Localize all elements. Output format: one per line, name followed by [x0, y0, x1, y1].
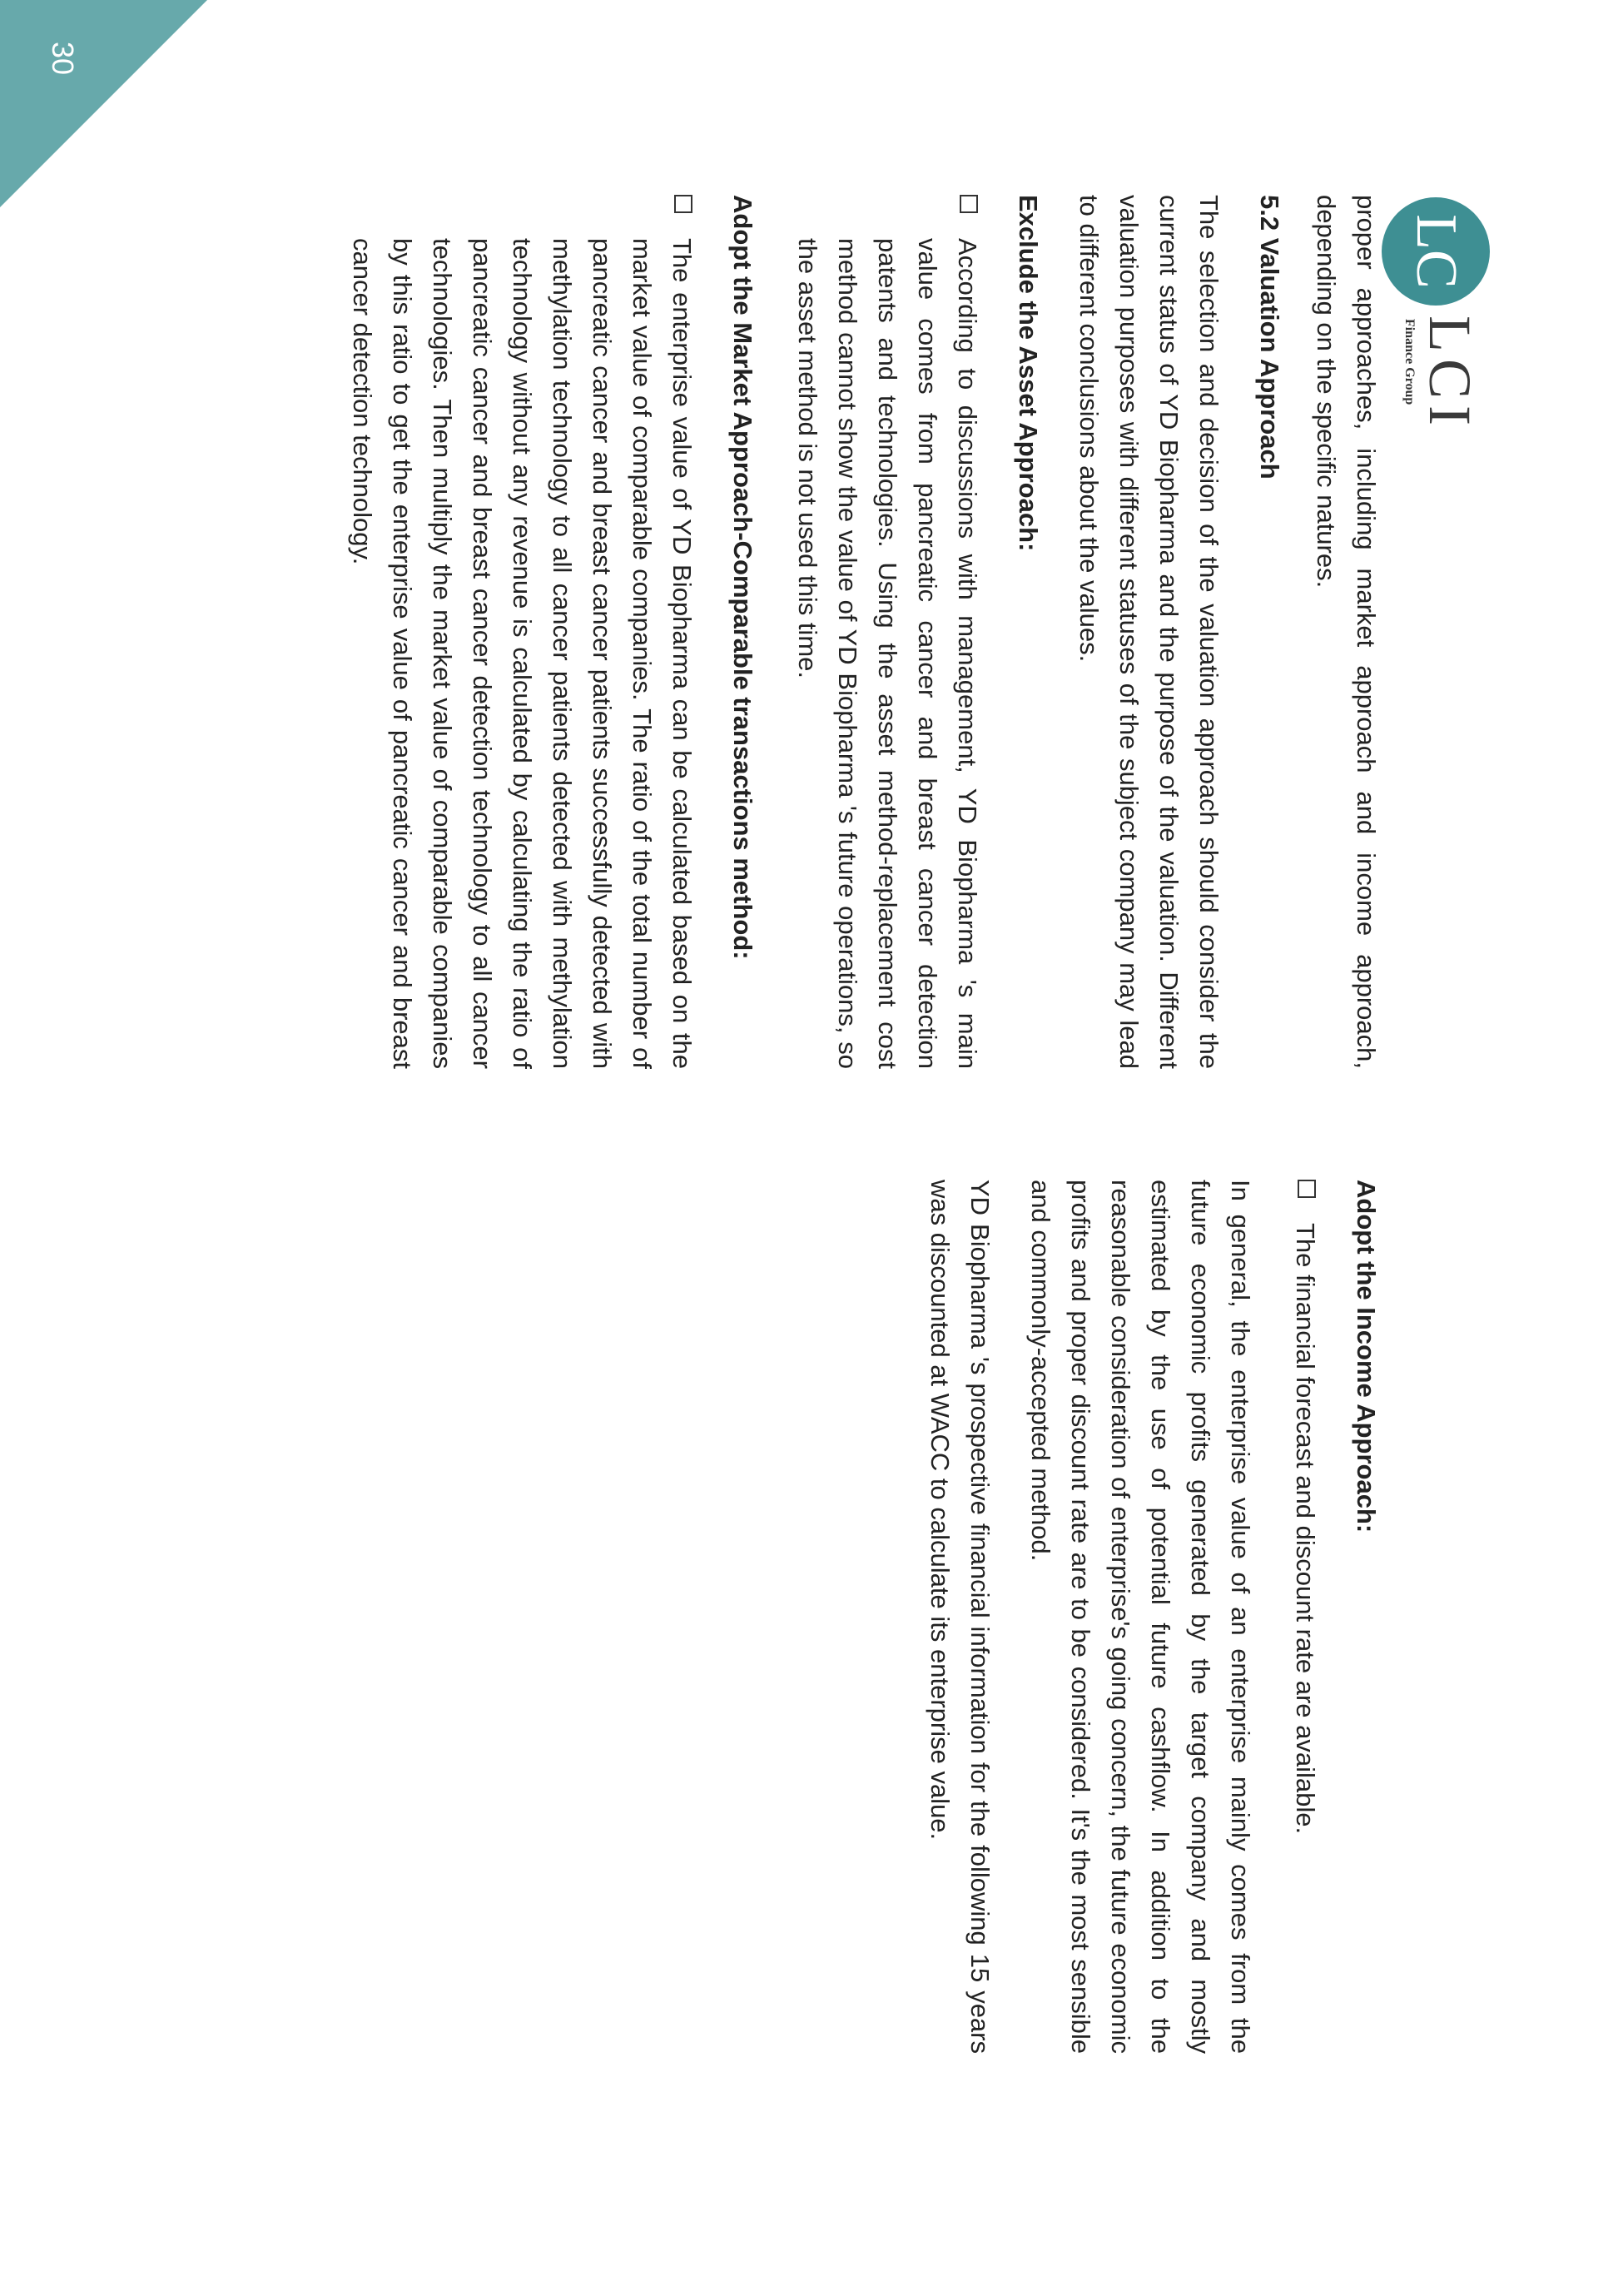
left-column: [317, 195, 1386, 1069]
page-corner-triangle: [0, 0, 207, 207]
page-number: 30: [46, 42, 80, 76]
right-column: [899, 1180, 1386, 2054]
income-approach-heading: Adopt the Income Approach:: [1352, 1180, 1381, 1533]
checkbox-bullet-icon: [960, 195, 978, 213]
income-approach-bullet: [1285, 1180, 1325, 2054]
section-paragraph: The selection and decision of the valuation approach should consider the current status of YD Biopharma and the purpose of the valuation. Different valuation purposes with different statuses of the subject company may lead to different conclusions about the values.: [1075, 195, 1223, 1069]
logo-subtitle: Finance Group: [1402, 319, 1417, 405]
market-approach-text: The enterprise value of YD Biopharma can be calculated based on the market value of comparable companies. The ratio of the total number of pancreatic cancer and breast cancer patients successfully detected with methylation technology to all cancer patients detected with methylation technology without any revenue is calculated by calculating the ratio of pancreatic cancer and breast cancer detection technology to all cancer technologies. Then multiply the market value of comparable companies by this ratio to get the enterprise value of pancreatic cancer and breast cancer detection technology.: [348, 238, 697, 1069]
logo-monogram-icon: [1382, 197, 1490, 306]
income-approach-text: The financial forecast and discount rate are available.: [1291, 1223, 1320, 1835]
income-paragraph-1: In general, the enterprise value of an enterprise mainly comes from the future economic profits generated by the target company and mostly estimated by the use of potential future cashflow. In addition to the reasonable consideration of enterprise's going concern, the future economic profits and proper discount rate are to be considered. It's the most sensible and commonly-accepted method.: [1026, 1180, 1255, 2054]
income-paragraph-2: YD Biopharma 's prospective financial information for the following 15 years was discounted at WACC to calculate its enterprise value.: [926, 1180, 995, 2054]
intro-paragraph: proper approaches, including market approach and income approach, depending on the specific natures.: [1312, 195, 1381, 1069]
market-approach-bullet: [342, 195, 702, 1069]
asset-approach-heading: Exclude the Asset Approach:: [1014, 195, 1043, 552]
asset-approach-bullet: [787, 195, 987, 1069]
market-approach-heading: Adopt the Market Approach-Comparable transactions method:: [728, 195, 757, 960]
asset-approach-text: According to discussions with management, YD Biopharma 's main value comes from pancreatic cancer and breast cancer detection patents and technologies. Using the asset method-replacement cost method cannot show the value of YD Biopharma 's future operations, so the asset method is not used this time.: [793, 238, 982, 1069]
logo-wordmark: LCI: [1417, 316, 1483, 432]
checkbox-bullet-icon: [1298, 1180, 1316, 1198]
checkbox-bullet-icon: [674, 195, 692, 213]
logo-monogram: LC: [1404, 214, 1468, 289]
section-heading: 5.2 Valuation Approach: [1255, 195, 1284, 480]
